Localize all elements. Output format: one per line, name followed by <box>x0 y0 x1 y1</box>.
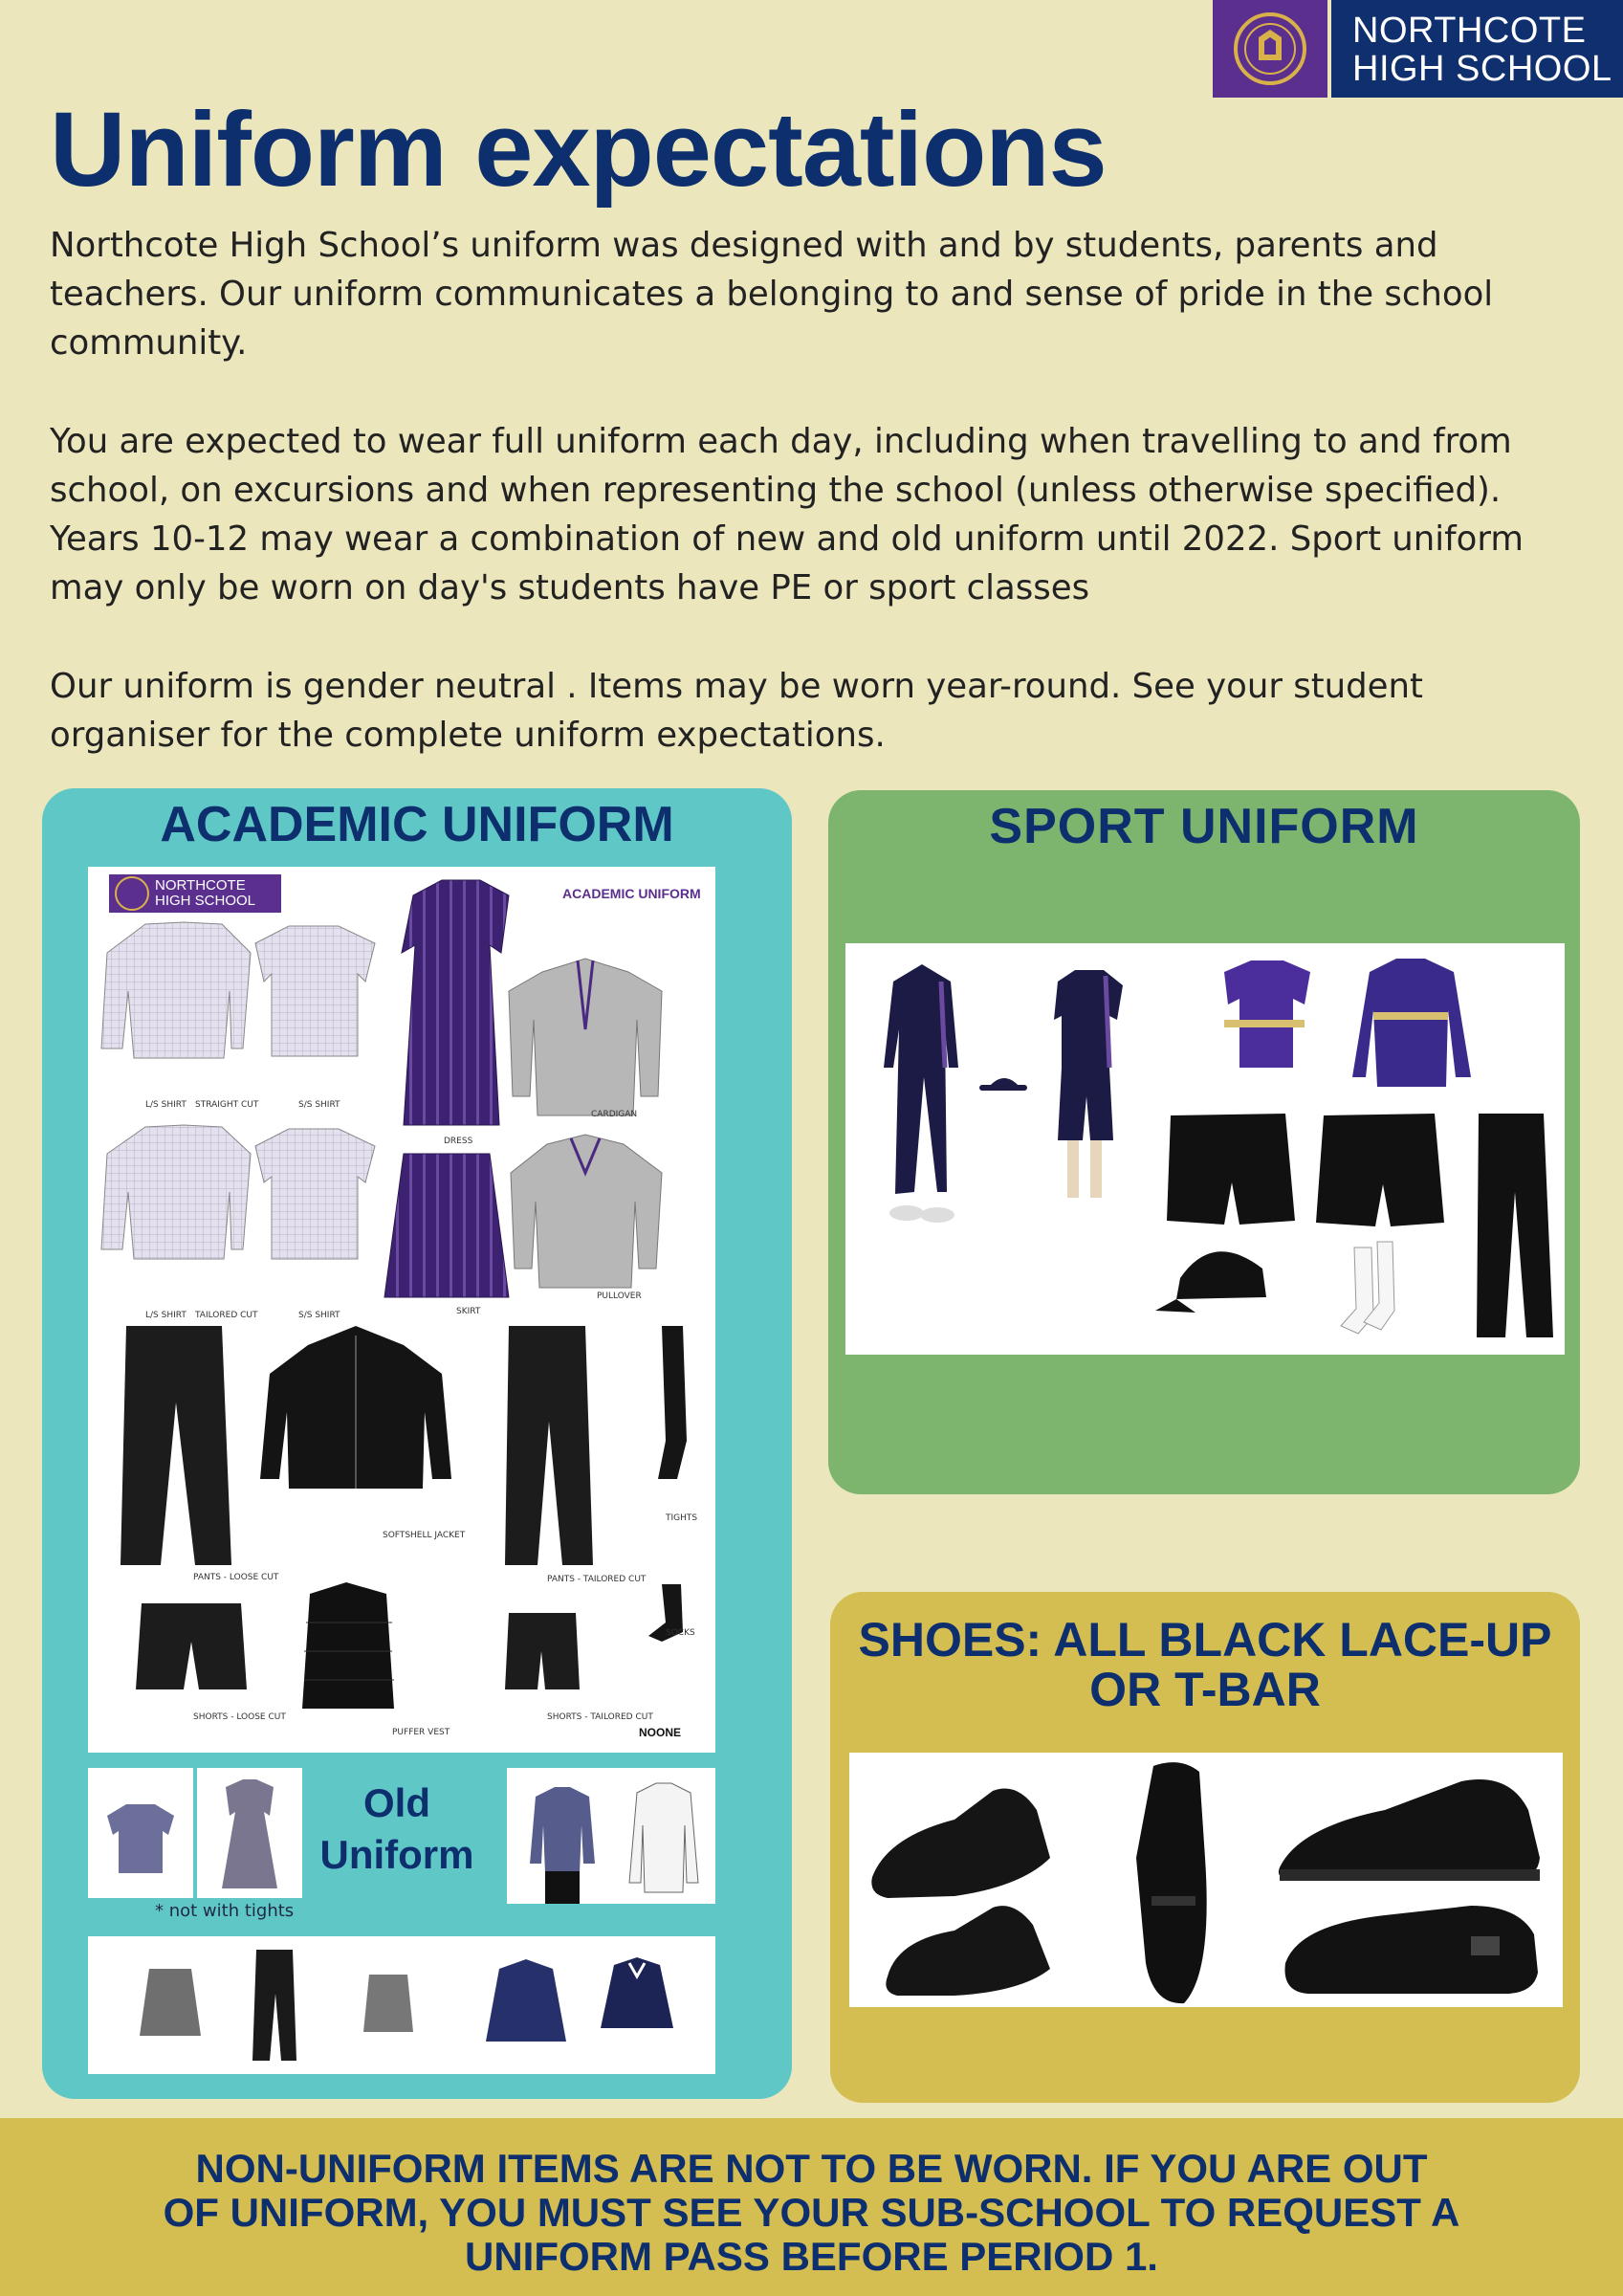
label-ss-shirt-tailored: S/S SHIRT <box>298 1311 340 1320</box>
brand-label: NOONE <box>639 1726 682 1739</box>
school-name-line2: HIGH SCHOOL <box>1352 49 1612 89</box>
label-pullover: PULLOVER <box>597 1292 642 1301</box>
label-skirt: SKIRT <box>456 1307 481 1316</box>
label-ss-shirt: S/S SHIRT <box>298 1100 340 1110</box>
footer-line2: OF UNIFORM, YOU MUST SEE YOUR SUB-SCHOOL TO REQUEST A <box>163 2190 1460 2235</box>
label-ls-shirt: L/S SHIRT <box>145 1100 186 1110</box>
label-pants-tailored: PANTS - TAILORED CUT <box>547 1575 647 1584</box>
old-white-shirt-image <box>612 1768 715 1904</box>
sport-uniform-title: SPORT UNIFORM <box>989 799 1419 854</box>
footer-line3: UNIFORM PASS BEFORE PERIOD 1. <box>465 2234 1158 2279</box>
expectations-paragraph: You are expected to wear full uniform each day, including when travelling to and from school, on excursions and when representing the school (unless otherwise specified). Years 10-12 may wear a combination of new and old uniform until 2022. Sport uniform may only be worn on day's students have PE or sport classes <box>50 422 1524 607</box>
old-uniform-line2: Uniform <box>319 1832 474 1877</box>
academic-uniform-title: ACADEMIC UNIFORM <box>160 797 674 852</box>
label-shorts-loose: SHORTS - LOOSE CUT <box>193 1712 286 1722</box>
sport-uniform-image <box>845 943 1565 1355</box>
label-tights: TIGHTS <box>666 1513 698 1523</box>
school-crest-icon <box>1213 0 1327 98</box>
shoes-title <box>830 1615 1580 1714</box>
old-uniform-title <box>296 1777 497 1881</box>
not-with-tights-note: * not with tights <box>155 1901 295 1921</box>
academic-uniform-sheet <box>88 867 715 1753</box>
school-name-line1: NORTHCOTE <box>1352 11 1587 51</box>
academic-garments-illustration <box>88 867 715 1753</box>
shoes-title-line2: OR T-BAR <box>1089 1663 1321 1716</box>
label-dress: DRESS <box>444 1137 473 1146</box>
shoes-title-line1: SHOES: ALL BLACK LACE-UP <box>858 1613 1552 1667</box>
shoes-image <box>849 1753 1563 2007</box>
label-straight-cut: STRAIGHT CUT <box>195 1100 259 1110</box>
label-pants-loose: PANTS - LOOSE CUT <box>193 1573 279 1582</box>
label-tailored-cut: TAILORED CUT <box>195 1311 258 1320</box>
school-logo <box>1213 0 1623 98</box>
footer-line1: NON-UNIFORM ITEMS ARE NOT TO BE WORN. IF YOU ARE OUT <box>195 2146 1428 2191</box>
label-softshell: SOFTSHELL JACKET <box>383 1531 466 1540</box>
old-uniform-items-strip <box>88 1936 715 2074</box>
sheet-logo-line2: HIGH SCHOOL <box>155 893 256 909</box>
label-socks: SOCKS <box>666 1628 695 1638</box>
sheet-logo-line1: NORTHCOTE <box>155 877 246 894</box>
old-uniform-line1: Old <box>363 1780 430 1825</box>
label-shorts-tailored: SHORTS - TAILORED CUT <box>547 1712 653 1722</box>
footer-notice <box>57 2147 1566 2279</box>
intro-paragraph: Northcote High School’s uniform was designed with and by students, parents and teachers. Our uniform communicates a belonging to and sense of pride in the school community. <box>50 226 1494 363</box>
old-ss-shirt-image <box>88 1768 193 1898</box>
label-puffer: PUFFER VEST <box>392 1728 450 1737</box>
gender-neutral-paragraph: Our uniform is gender neutral . Items may be worn year-round. See your student organiser for the complete uniform expectations. <box>50 667 1423 755</box>
label-ls-shirt-tailored: L/S SHIRT <box>145 1311 186 1320</box>
label-cardigan: CARDIGAN <box>591 1110 638 1119</box>
page-title: Uniform expectations <box>50 91 1107 209</box>
old-dress-image <box>197 1768 302 1898</box>
sheet-heading: ACADEMIC UNIFORM <box>562 886 701 901</box>
old-ls-shirt-image <box>507 1768 612 1904</box>
